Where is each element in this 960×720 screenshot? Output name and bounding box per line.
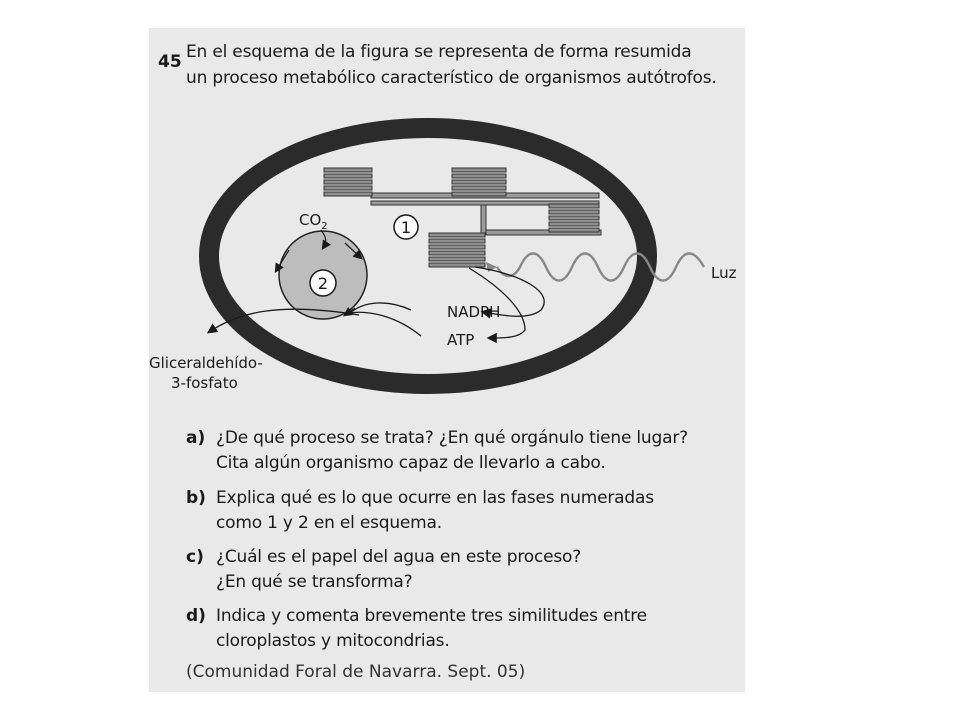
- item-d-line2: cloroplastos y mitocondrias.: [216, 631, 450, 651]
- co2-label: $CO_2$: [299, 211, 328, 232]
- item-letter-c: c): [186, 547, 204, 567]
- item-d-line1: Indica y comenta brevemente tres similitudes entre: [216, 606, 647, 626]
- item-c-line2: ¿En qué se transforma?: [216, 572, 413, 592]
- phase-1-label: 1: [400, 218, 412, 237]
- atp-label: ATP: [447, 331, 475, 349]
- product-label-line2: 3-fosfato: [171, 374, 238, 392]
- item-letter-d: d): [186, 606, 206, 626]
- granum-stack: [549, 204, 599, 232]
- item-a-line1: ¿De qué proceso se trata? ¿En qué orgánulo tiene lugar?: [216, 428, 688, 448]
- question-intro-line2: un proceso metabólico característico de organismos autótrofos.: [186, 68, 717, 88]
- granum-stack: [452, 168, 506, 196]
- phase-2-label: 2: [317, 274, 329, 293]
- item-b-line1: Explica qué es lo que ocurre en las fases numeradas: [216, 488, 654, 508]
- item-b-line2: como 1 y 2 en el esquema.: [216, 513, 442, 533]
- item-letter-b: b): [186, 488, 206, 508]
- item-a-line2: Cita algún organismo capaz de llevarlo a cabo.: [216, 453, 606, 473]
- item-letter-a: a): [186, 428, 206, 448]
- light-wave: [497, 254, 704, 281]
- source-citation: (Comunidad Foral de Navarra. Sept. 05): [186, 662, 526, 682]
- nadph-label: NADPH: [447, 303, 501, 321]
- chloroplast-membrane: [209, 128, 647, 384]
- chloroplast-diagram: [149, 100, 745, 410]
- light-label: Luz: [711, 264, 737, 282]
- product-label-line1: Gliceraldehído-: [149, 354, 263, 372]
- question-intro-line1: En el esquema de la figura se representa de forma resumida: [186, 42, 692, 62]
- energy-to-cycle: [344, 312, 421, 336]
- question-number: 45: [158, 52, 182, 72]
- item-c-line1: ¿Cuál es el papel del agua en este proceso?: [216, 547, 582, 567]
- granum-stack: [324, 168, 372, 196]
- granum-stack-active: [429, 233, 485, 267]
